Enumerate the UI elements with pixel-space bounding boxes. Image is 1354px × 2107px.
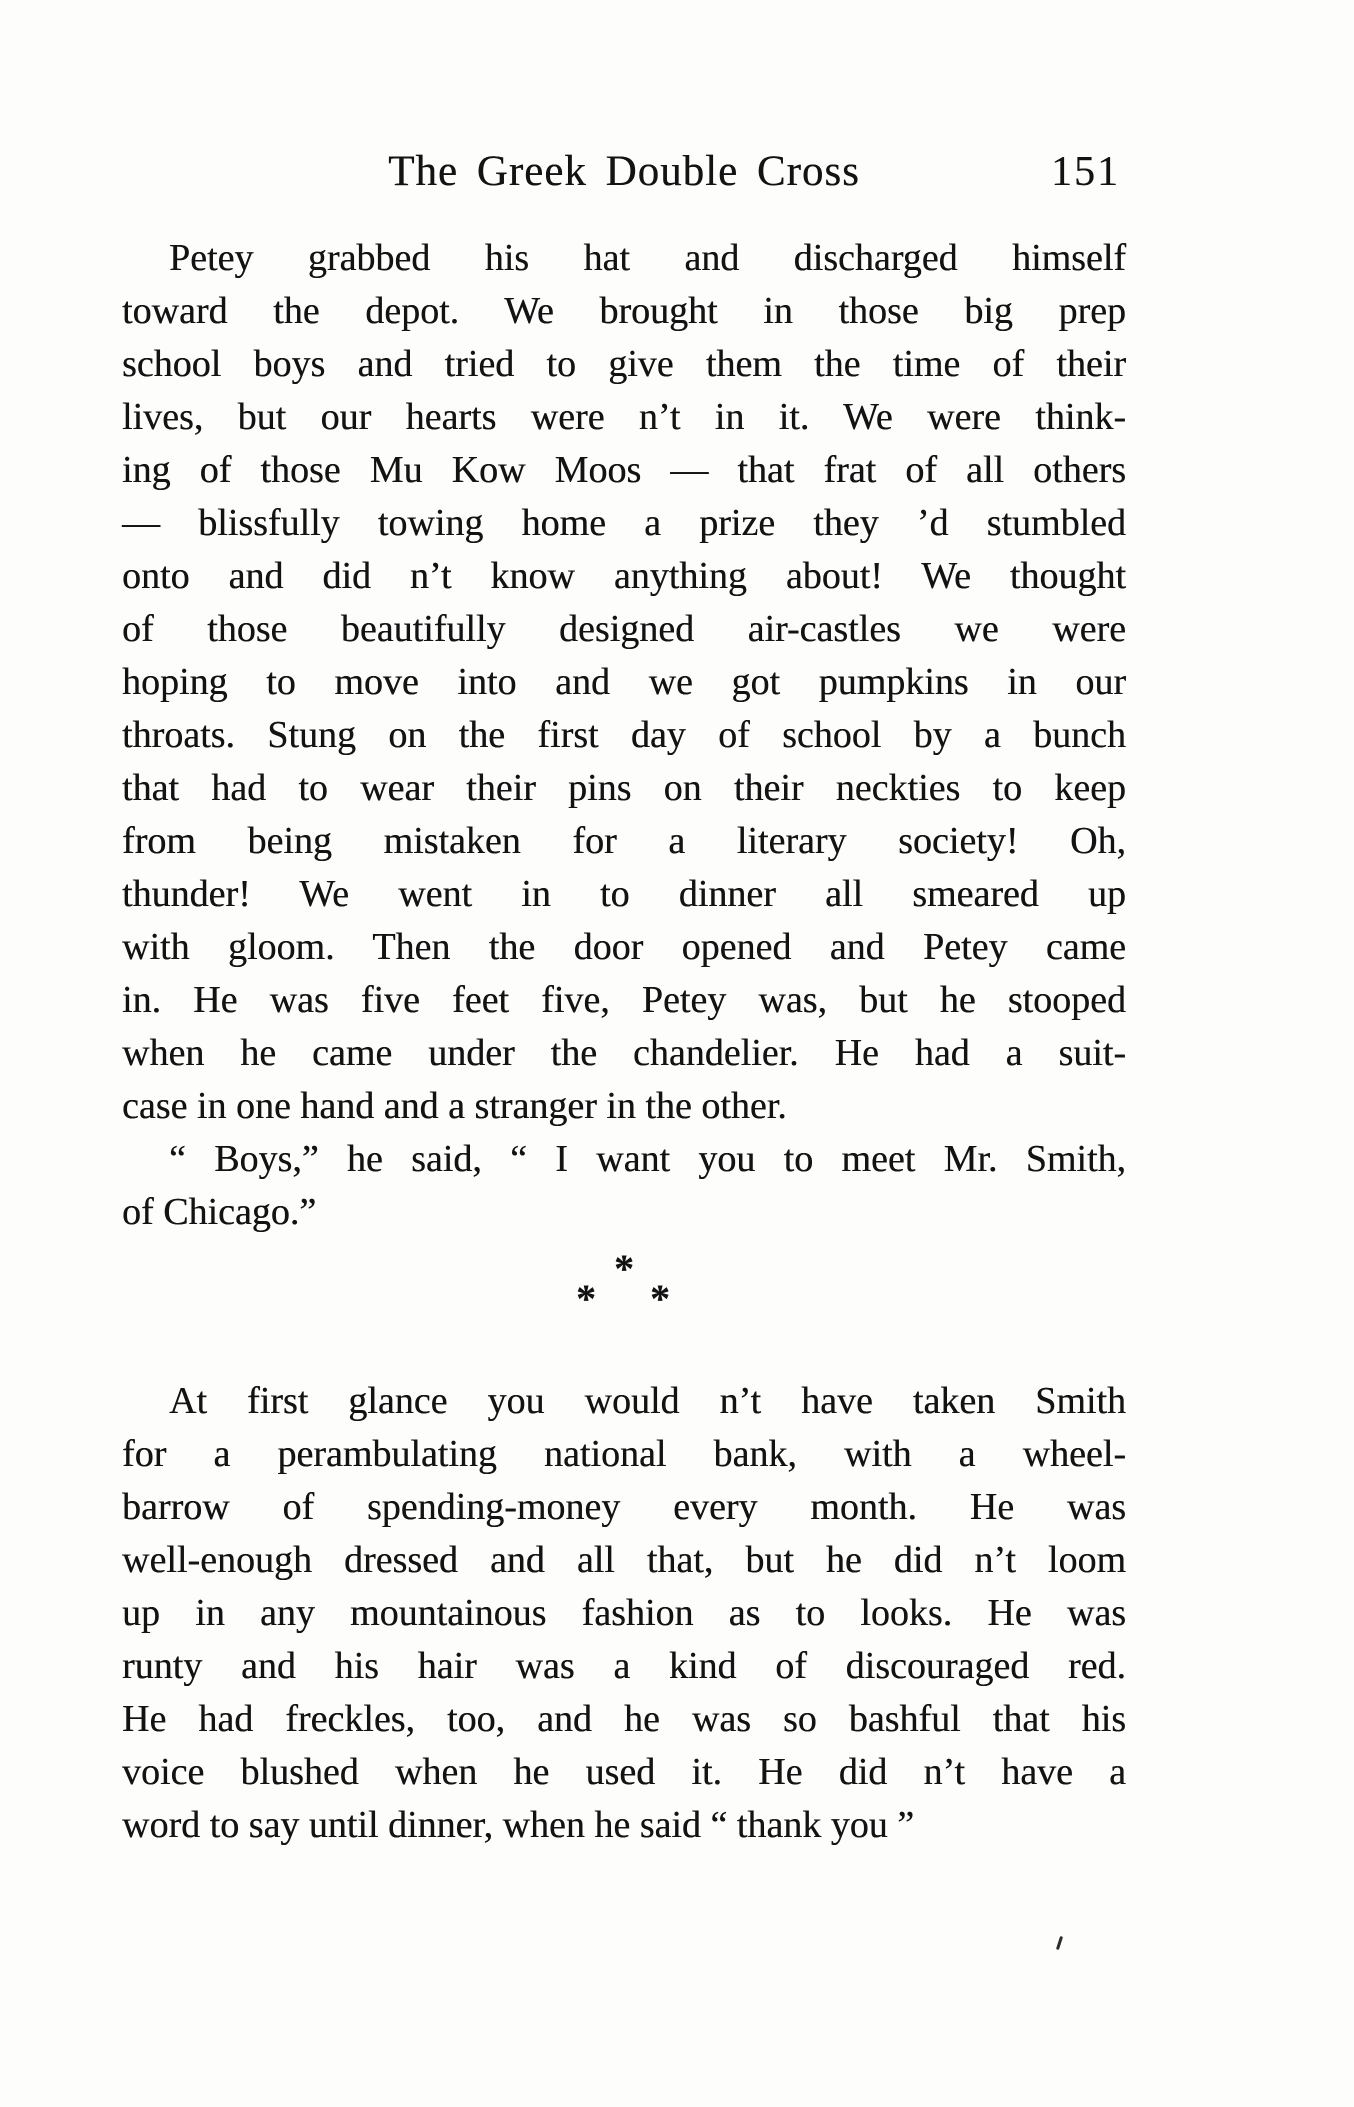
text-line: of Chicago.” — [122, 1191, 317, 1233]
text-line: hoping to move into and we got pumpkins in our — [122, 661, 1126, 703]
running-header — [122, 146, 1126, 198]
asterisk: * — [576, 1276, 596, 1321]
text-line: in. He was five feet five, Petey was, but he stooped — [122, 979, 1126, 1021]
text-line: well-enough dressed and all that, but he did n’t loom — [122, 1539, 1126, 1581]
text-line: throats. Stung on the first day of school by a bunch — [122, 714, 1126, 756]
text-line: ing of those Mu Kow Moos — that frat of all others — [122, 449, 1126, 491]
text-line: toward the depot. We brought in those big prep — [122, 290, 1126, 332]
paragraph — [122, 1133, 1126, 1239]
chapter-title: The Greek Double Cross — [388, 148, 860, 195]
text-column — [122, 146, 1126, 1852]
text-line: onto and did n’t know anything about! We thought — [122, 555, 1126, 597]
text-line: of those beautifully designed air-castles we were — [122, 608, 1126, 650]
asterisk-separator — [122, 1239, 1126, 1375]
text-line: case in one hand and a stranger in the other. — [122, 1085, 787, 1127]
text-line: — blissfully towing home a prize they ’d stumbled — [122, 502, 1126, 544]
paragraph — [122, 232, 1126, 1133]
text-line: when he came under the chandelier. He had a suit- — [122, 1032, 1126, 1074]
text-line: word to say until dinner, when he said “ thank you ” — [122, 1804, 915, 1846]
text-line: At first glance you would n’t have taken Smith — [169, 1380, 1126, 1422]
text-line: from being mistaken for a literary society! Oh, — [122, 820, 1126, 862]
text-line: lives, but our hearts were n’t in it. We were think- — [122, 396, 1126, 438]
text-line: school boys and tried to give them the time of their — [122, 343, 1126, 385]
page-number: 151 — [1051, 149, 1120, 195]
text-line: for a perambulating national bank, with a wheel- — [122, 1433, 1126, 1475]
text-line: Petey grabbed his hat and discharged himself — [169, 237, 1126, 279]
text-line: with gloom. Then the door opened and Petey came — [122, 926, 1126, 968]
text-line: “ Boys,” he said, “ I want you to meet Mr. Smith, — [169, 1138, 1126, 1180]
asterisk: * — [650, 1276, 670, 1321]
text-line: that had to wear their pins on their neckties to keep — [122, 767, 1126, 809]
text-column-content — [122, 232, 1126, 1852]
scan-artifact-mark — [1056, 1936, 1063, 1950]
text-line: up in any mountainous fashion as to looks. He was — [122, 1592, 1126, 1634]
text-line: thunder! We went in to dinner all smeared up — [122, 873, 1126, 915]
paragraph — [122, 1375, 1126, 1852]
text-line: runty and his hair was a kind of discouraged red. — [122, 1645, 1126, 1687]
text-line: voice blushed when he used it. He did n’t have a — [122, 1751, 1126, 1793]
text-line: barrow of spending-money every month. He was — [122, 1486, 1126, 1528]
text-line: He had freckles, too, and he was so bashful that his — [122, 1698, 1126, 1740]
asterisk: * — [614, 1246, 634, 1291]
